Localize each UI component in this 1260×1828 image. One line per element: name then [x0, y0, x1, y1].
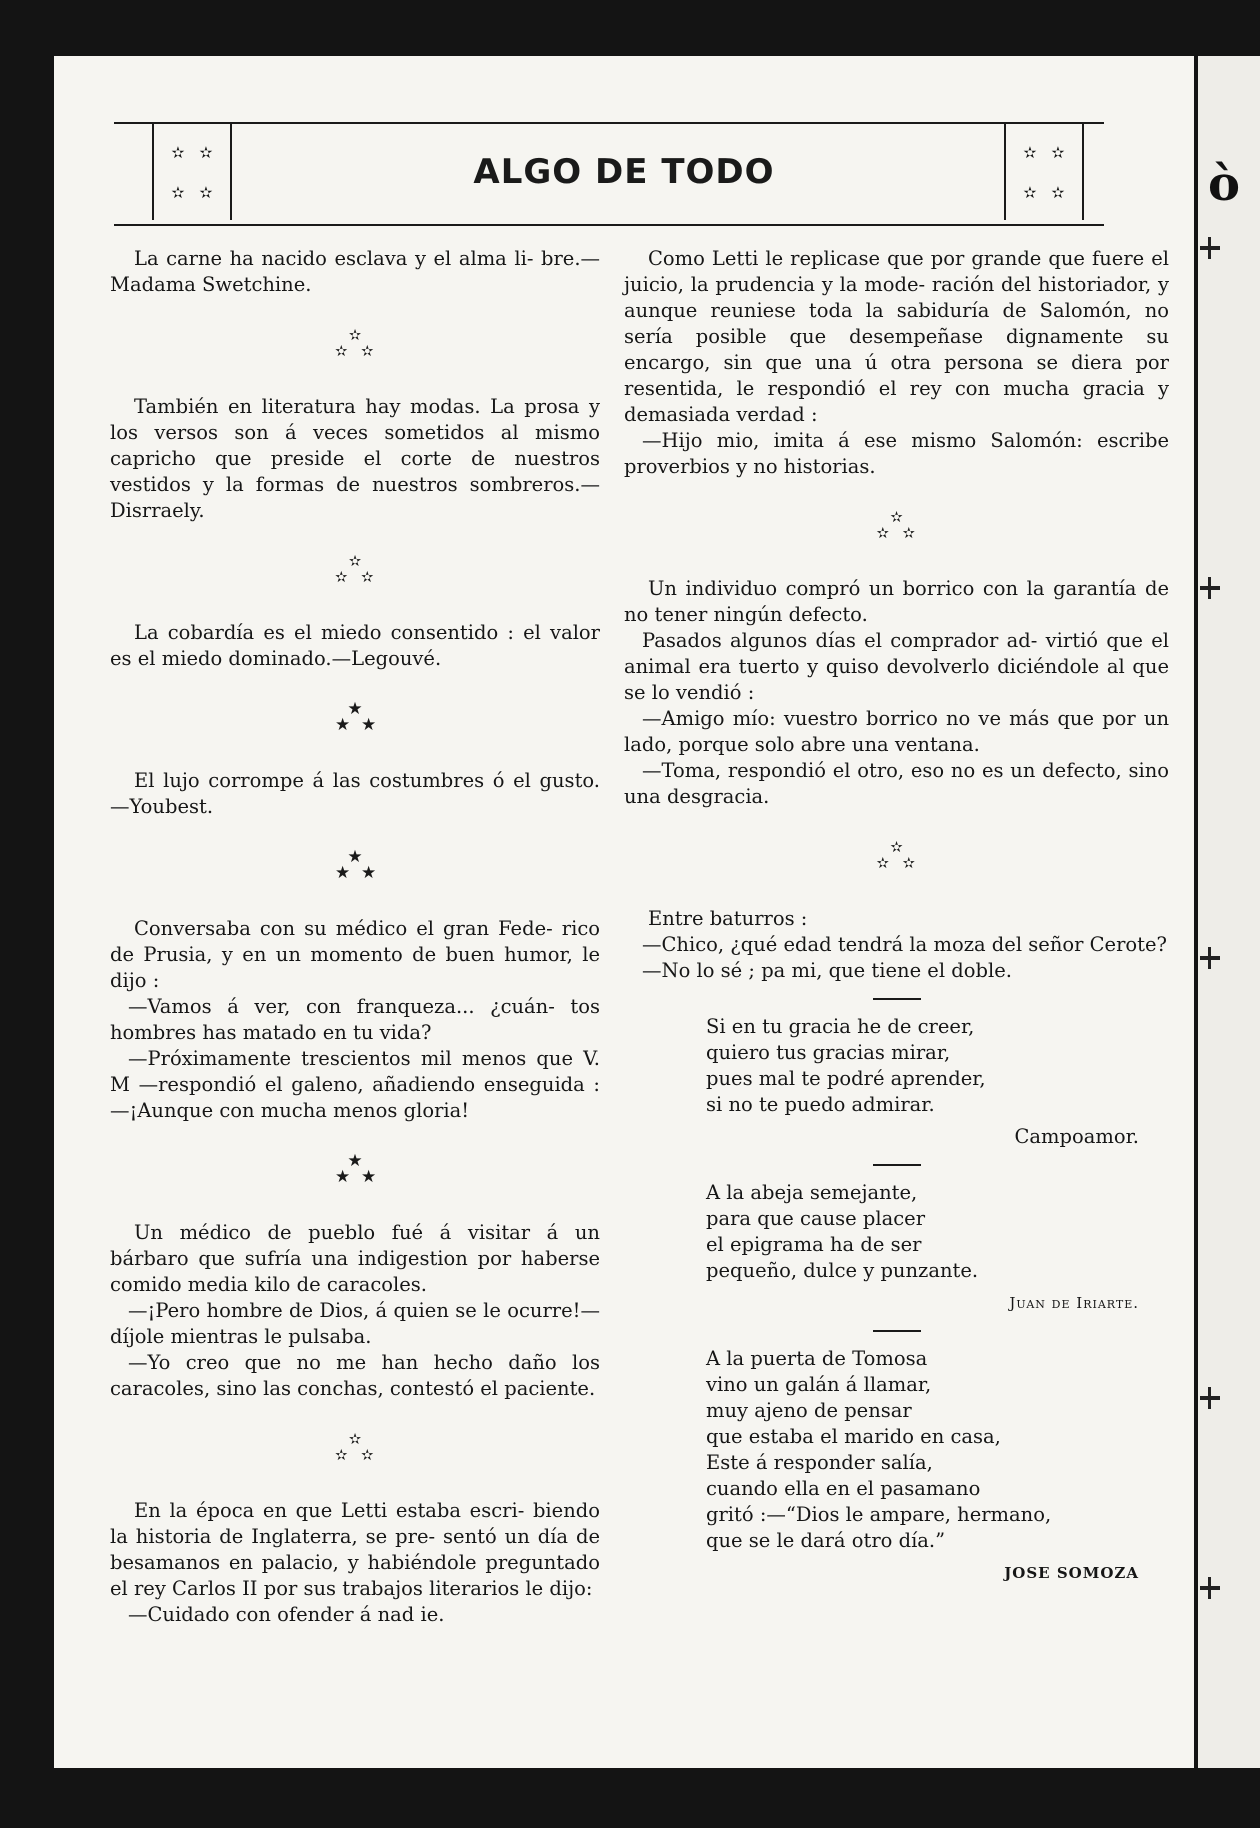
text-line: virtió que el animal era tuerto y quiso: [624, 629, 1169, 678]
verse-line: pequeño, dulce y punzante.: [706, 1259, 979, 1282]
star-icon: ★: [347, 699, 363, 719]
star-icon: ✫: [171, 142, 185, 162]
binding-mark-icon: [1200, 586, 1220, 590]
divider-rule: [873, 1330, 921, 1332]
paragraph: [110, 394, 600, 524]
binding-mark-icon: [1200, 1586, 1220, 1590]
text-line: Un médico de pueblo fué á visitar á un: [134, 1221, 600, 1244]
star-icon: ✫: [171, 182, 185, 202]
star-icon: ★: [361, 715, 377, 735]
text-line: —¡Pero hombre de Dios, á quien se le: [128, 1299, 501, 1322]
paragraph: [624, 958, 1169, 984]
paragraph: [110, 246, 600, 298]
paragraph: [110, 620, 600, 672]
star-icon: ✫: [902, 854, 916, 872]
text-line: —Yo creo que no me han hecho daño los: [128, 1351, 600, 1374]
text-line: La carne ha nacido esclava y el alma li-: [134, 247, 534, 270]
star-ornament: [110, 538, 600, 598]
verse-line: si no te puedo admirar.: [706, 1093, 935, 1116]
text-line: defecto, sino una desgracia.: [624, 759, 1169, 808]
verse-line: para que cause placer: [706, 1207, 926, 1230]
text-line: diera por resentida, le respondió el rey: [624, 351, 1169, 400]
star-icon: ✫: [199, 182, 213, 202]
paragraph: [624, 428, 1169, 480]
text-line: nuestros vestidos y la formas de nuestros: [110, 447, 600, 496]
paragraph: [624, 932, 1169, 958]
text-line: ración del historiador, y aunque reuniese: [624, 273, 1169, 322]
text-line: —Vamos á ver, con franqueza... ¿cuán-: [128, 995, 555, 1018]
star-icon: ★: [335, 715, 351, 735]
verse-line: Este á responder salía,: [706, 1451, 933, 1474]
text-line: caracoles, sino las conchas, contestó el: [110, 1377, 499, 1400]
star-icon: ✫: [335, 342, 348, 360]
header-star-box-right: [1004, 124, 1084, 220]
verse-line: Si en tu gracia he de creer,: [706, 1015, 975, 1038]
text-line: El lujo corrompe á las costumbres ó el: [134, 769, 531, 792]
paragraph: [110, 1350, 600, 1402]
text-line: Un individuo compró un borrico con la: [648, 577, 1045, 600]
star-icon: ✫: [876, 854, 890, 872]
text-line: Conversaba con su médico el gran Fede-: [134, 917, 553, 940]
text-line: sombreros.—Disrraely.: [110, 473, 600, 522]
text-line: También en literatura hay modas. La: [134, 395, 515, 418]
text-line: —Amigo mío: vuestro borrico no ve: [642, 707, 1001, 730]
text-line: escribe proverbios y no historias.: [624, 429, 1169, 478]
paragraph: [110, 1498, 600, 1602]
text-line: por sus trabajos literarios le dijo:: [263, 1577, 593, 1600]
star-icon: ★: [347, 847, 363, 867]
star-icon: ★: [361, 1167, 377, 1187]
star-icon: ✫: [335, 568, 348, 586]
text-line: haberse comido media kilo de caracoles.: [110, 1247, 600, 1296]
verse-line: que estaba el marido en casa,: [706, 1425, 1001, 1448]
star-icon: ★: [335, 863, 351, 883]
verse-line: cuando ella en el pasamano: [706, 1477, 981, 1500]
text-line: bre.—Madama Swetchine.: [110, 247, 601, 296]
star-icon: ✫: [1023, 142, 1037, 162]
paragraph: [110, 916, 600, 994]
poem-verse: [706, 1014, 1169, 1118]
star-icon: ✫: [361, 342, 374, 360]
star-ornament: [110, 686, 600, 746]
poem-verse: [706, 1180, 1169, 1284]
verse-line: quiero tus gracias mirar,: [706, 1041, 951, 1064]
paragraph: [110, 768, 600, 820]
star-icon: ★: [361, 863, 377, 883]
text-line: toda la sabiduría de Salomón, no sería: [624, 299, 1170, 348]
section-title: ALGO DE TODO: [473, 152, 775, 192]
star-icon: ★: [347, 1151, 363, 1171]
poem-author: Juan de Iriarte.: [1009, 1294, 1139, 1312]
text-line: gloria!: [403, 1099, 470, 1122]
poem-verse: [706, 1346, 1169, 1554]
paragraph: [624, 906, 1169, 932]
text-line: Pasados algunos días el comprador ad-: [642, 629, 1038, 652]
text-line: biendo la historia de Inglaterra, se pre-: [110, 1499, 600, 1548]
text-line: garantía de no tener ningún defecto.: [624, 577, 1169, 626]
section-header: [114, 122, 1104, 226]
star-ornament: [624, 824, 1169, 884]
text-line: devolverlo diciéndole al que se lo vendió :: [624, 655, 1169, 704]
text-line: —Chico, ¿qué edad tendrá la moza del: [642, 933, 1023, 956]
star-icon: ★: [335, 1167, 351, 1187]
paragraph: [624, 576, 1169, 628]
text-line: —Toma, respondió el otro, eso no es un: [642, 759, 1036, 782]
verse-line: el epigrama ha de ser: [706, 1233, 922, 1256]
paragraph: [624, 706, 1169, 758]
left-column: [110, 246, 600, 1628]
star-icon: ✫: [348, 552, 362, 570]
poem-author: Campoamor.: [1014, 1125, 1139, 1148]
text-line: bárbaro que sufría una indigestion por: [110, 1247, 512, 1270]
text-line: humor, le dijo :: [110, 943, 600, 992]
paragraph: [624, 246, 1169, 428]
verse-line: gritó :—“Dios le ampare, hermano,: [706, 1503, 1052, 1526]
text-line: En la época en que Letti estaba escri-: [134, 1499, 525, 1522]
text-line: encargo, sin que una ú otra persona se: [624, 351, 1059, 374]
text-line: —No lo sé ; pa mi, que tiene el doble.: [642, 959, 1012, 982]
star-icon: ✫: [1051, 182, 1065, 202]
star-ornament: [110, 312, 600, 372]
text-line: rico de Prusia, y en un momento de buen: [110, 917, 601, 966]
star-icon: ✫: [335, 1446, 348, 1464]
star-icon: ✫: [876, 524, 890, 542]
binding-mark-icon: [1200, 1396, 1220, 1400]
text-line: sentó un día de besamanos en palacio, y: [110, 1525, 601, 1574]
verse-line: pues mal te podré aprender,: [706, 1067, 986, 1090]
text-line: con mucha gracia y demasiada verdad :: [624, 377, 1169, 426]
star-icon: ✫: [348, 326, 362, 344]
poem-author: JOSE SOMOZA: [1004, 1564, 1139, 1582]
divider-rule: [873, 998, 921, 1000]
text-line: La cobardía es el miedo consentido : el: [134, 621, 541, 644]
text-line: —Hijo mio, imita á ese mismo Salomón:: [642, 429, 1083, 452]
paragraph: [110, 1220, 600, 1298]
text-line: enseguida :—¡Aunque con mucha menos: [110, 1073, 600, 1122]
text-line: paciente.: [504, 1377, 596, 1400]
star-icon: ✫: [361, 568, 374, 586]
verse-line: muy ajeno de pensar: [706, 1399, 912, 1422]
text-line: al mismo capricho que preside el corte de: [110, 421, 600, 470]
paragraph: [624, 628, 1169, 706]
star-ornament: [110, 834, 600, 894]
text-line: habiéndole preguntado el rey Carlos II: [110, 1551, 600, 1600]
magazine-page: [54, 56, 1194, 1768]
right-column: [624, 246, 1169, 1594]
text-line: valor es el miedo dominado.—Legouvé.: [110, 621, 600, 670]
text-line: una ventana.: [851, 733, 980, 756]
verse-line: A la puerta de Tomosa: [706, 1347, 928, 1370]
binding-mark-icon: [1200, 956, 1220, 960]
verse-line: A la abeja semejante,: [706, 1181, 918, 1204]
text-line: Entre baturros :: [648, 907, 808, 930]
star-ornament: [624, 494, 1169, 554]
paragraph: [110, 1046, 600, 1124]
star-ornament: [110, 1416, 600, 1476]
star-icon: ✫: [890, 508, 903, 526]
next-page-glyph: ò: [1208, 156, 1241, 212]
next-page-edge: [1198, 56, 1260, 1768]
paragraph: [110, 1298, 600, 1350]
star-icon: ✫: [1051, 142, 1065, 162]
text-line: que fuere el juicio, la prudencia y la mode-: [624, 247, 1170, 296]
text-line: que V. M —respondió el galeno, añadiendo: [110, 1047, 600, 1096]
header-star-box-left: [152, 124, 232, 220]
star-icon: ✫: [890, 838, 903, 856]
verse-line: vino un galán á llamar,: [706, 1373, 932, 1396]
text-line: señor Cerote?: [1028, 933, 1167, 956]
text-line: más que por un lado, porque solo abre: [624, 707, 1170, 756]
star-icon: ✫: [1023, 182, 1037, 202]
star-icon: ✫: [902, 524, 916, 542]
star-icon: ✫: [361, 1446, 374, 1464]
star-icon: ✫: [348, 1430, 362, 1448]
paragraph: [624, 758, 1169, 810]
text-line: Como Letti le replicase que por grande: [648, 247, 1042, 270]
paragraph: [110, 994, 600, 1046]
paragraph: [110, 1602, 600, 1628]
text-line: —Próximamente trescientos mil menos: [128, 1047, 527, 1070]
divider-rule: [873, 1164, 921, 1166]
binding-mark-icon: [1200, 246, 1220, 250]
text-line: gusto.—Youbest.: [110, 769, 600, 818]
star-icon: ✫: [199, 142, 213, 162]
text-line: prosa y los versos son á veces sometidos: [110, 395, 600, 444]
star-ornament: [110, 1138, 600, 1198]
text-line: posible que desempeñase dignamente su: [695, 325, 1169, 348]
verse-line: que se le dará otro día.”: [706, 1529, 946, 1552]
text-line: ocurre!—díjole mientras le pulsaba.: [110, 1299, 601, 1348]
text-line: —Cuidado con ofender á nad ie.: [128, 1603, 445, 1626]
text-line: tos hombres has matado en tu vida?: [110, 995, 600, 1044]
